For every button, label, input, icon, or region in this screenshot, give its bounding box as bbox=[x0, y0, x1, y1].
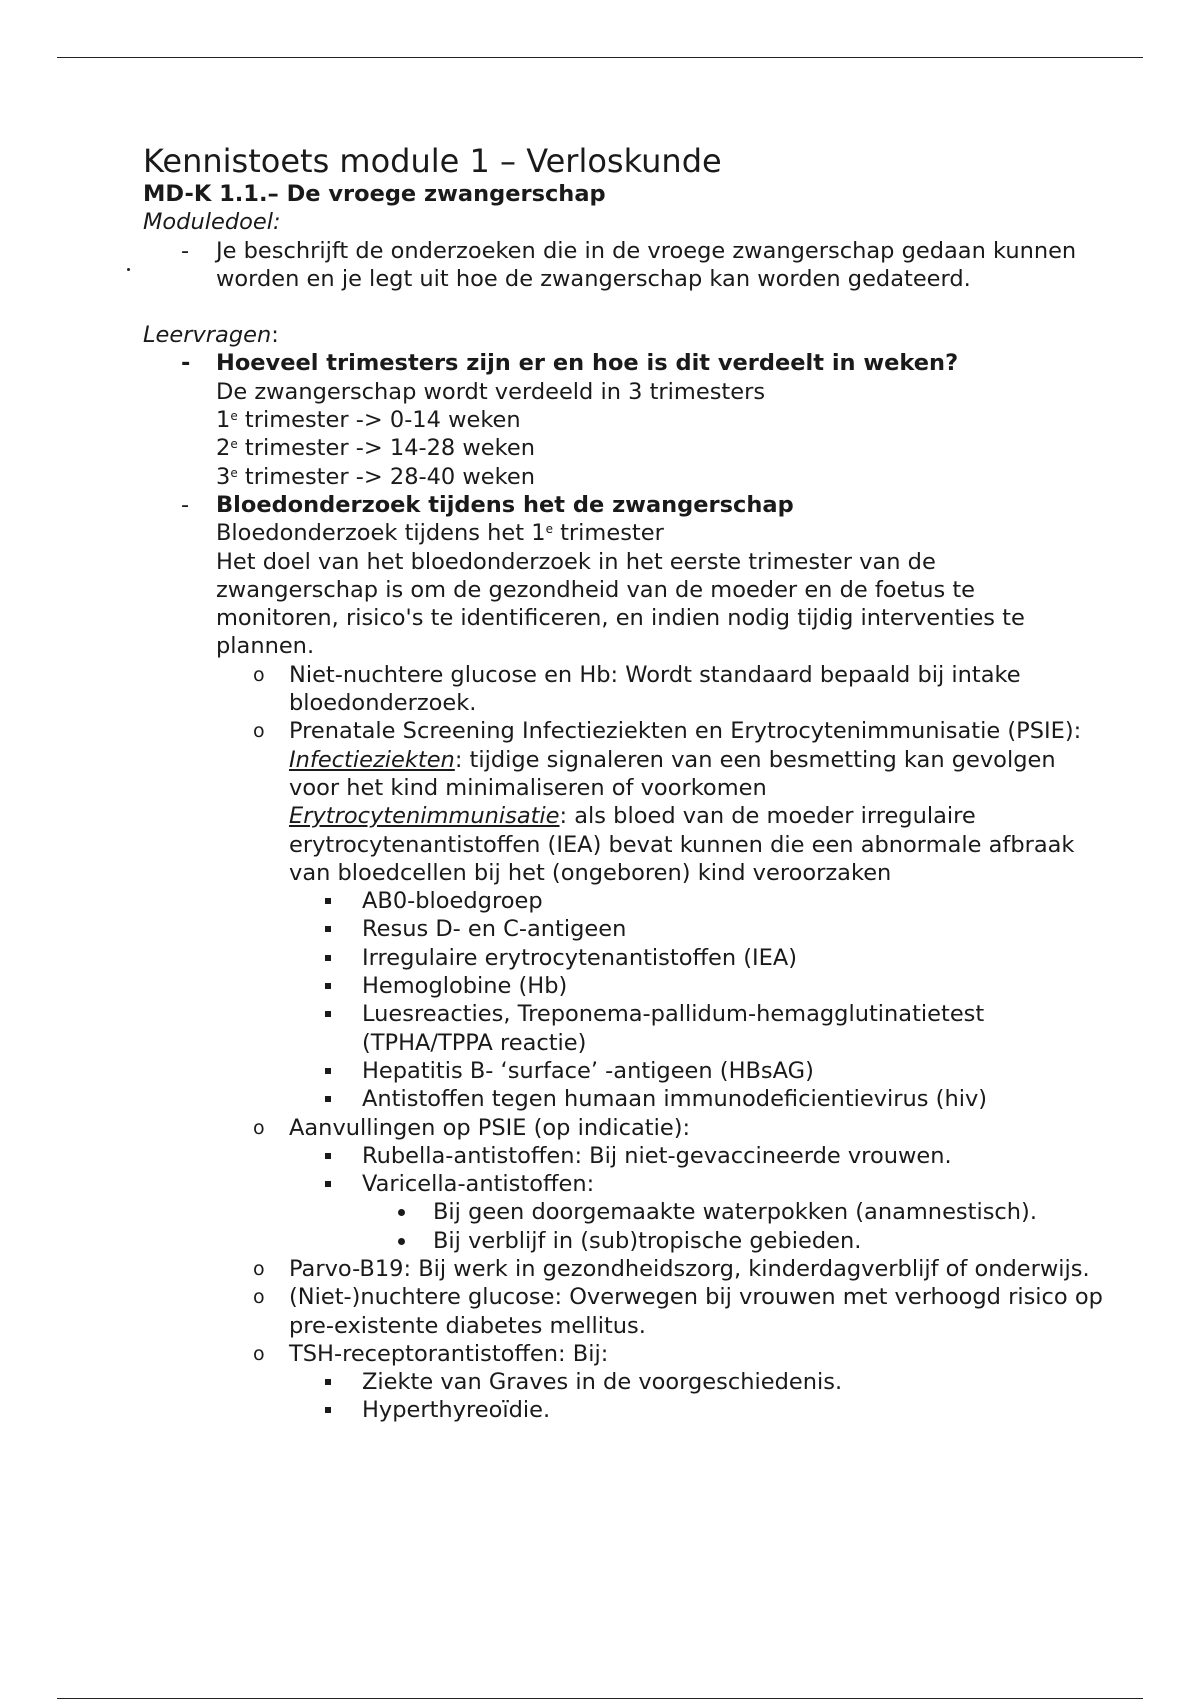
q2-heading: Bloedonderzoek tijdens het de zwangerschap bbox=[216, 491, 794, 518]
item-text: Aanvullingen op PSIE (op indicatie): bbox=[289, 1114, 691, 1141]
stray-dot bbox=[127, 268, 130, 271]
question-trimesters bbox=[143, 349, 1103, 490]
psie-item: Hepatitis B- ‘surface’ -antigeen (HBsAG) bbox=[143, 1057, 1103, 1085]
psie-item: Hemoglobine (Hb) bbox=[143, 972, 1103, 1000]
circle-marker: o bbox=[253, 663, 265, 686]
item-text: Parvo-B19: Bij werk in gezondheidszorg, kinderdagverblijf of onderwijs. bbox=[289, 1255, 1090, 1282]
goal-label: Moduledoel: bbox=[143, 209, 281, 236]
psie-item: Resus D- en C-antigeen bbox=[143, 915, 1103, 943]
round-bullet bbox=[398, 1209, 405, 1216]
erytrocyten-note: Erytrocytenimmunisatie: als bloed van de moeder irregulaire erytrocytenantistoffen (IEA) bevat kunnen die een abnormale afbraak van bloedcellen bij het (ongeboren) kind veroorzaken bbox=[289, 803, 1075, 886]
list-item bbox=[143, 1340, 1103, 1368]
tsh-item: Hyperthyreoïdie. bbox=[143, 1396, 1103, 1424]
list-item bbox=[143, 1114, 1103, 1142]
trimester-1: 1e trimester -> 0-14 weken bbox=[216, 407, 521, 434]
aanvulling-item: Varicella-antistoffen: bbox=[143, 1170, 1103, 1198]
square-bullet bbox=[325, 1153, 331, 1159]
trimester-3: 3e trimester -> 28-40 weken bbox=[216, 463, 535, 490]
list-item bbox=[143, 661, 1103, 718]
tsh-item: Ziekte van Graves in de voorgeschiedenis. bbox=[143, 1368, 1103, 1396]
q2-paragraph: Het doel van het bloedonderzoek in het eerste trimester van de zwangerschap is om de gezondheid van de moeder en de foetus te monitoren, risico's te identificeren, en indien nodig tijdig interventies te plannen. bbox=[216, 548, 1025, 660]
circle-marker: o bbox=[253, 720, 265, 743]
list-item-psie bbox=[143, 717, 1103, 887]
psie-item: Luesreacties, Treponema-pallidum-hemagglutinatietest (TPHA/TPPA reactie) bbox=[143, 1000, 1103, 1057]
questions-label: Leervragen: bbox=[143, 322, 279, 349]
footer-rule bbox=[57, 1698, 1143, 1699]
page-title: Kennistoets module 1 – Verloskunde bbox=[143, 142, 722, 180]
question-blood-tests bbox=[143, 491, 1103, 661]
round-bullet bbox=[398, 1238, 405, 1245]
infectieziekten-note: Infectieziekten: tijdige signaleren van een besmetting kan gevolgen voor het kind minimaliseren of voorkomen bbox=[289, 746, 1056, 801]
list-item bbox=[143, 1283, 1103, 1340]
q1-heading: Hoeveel trimesters zijn er en hoe is dit verdeelt in weken? bbox=[216, 350, 959, 377]
dash-marker: - bbox=[181, 237, 190, 264]
square-bullet bbox=[325, 1407, 331, 1413]
psie-item: Irregulaire erytrocytenantistoffen (IEA) bbox=[143, 944, 1103, 972]
varicella-item: Bij geen doorgemaakte waterpokken (anamnestisch). bbox=[143, 1198, 1103, 1226]
square-bullet bbox=[325, 898, 331, 904]
item-text: Niet-nuchtere glucose en Hb: Wordt standaard bepaald bij intake bloedonderzoek. bbox=[289, 661, 1021, 717]
square-bullet bbox=[325, 926, 331, 932]
circle-marker: o bbox=[253, 1286, 265, 1309]
varicella-item: Bij verblijf in (sub)tropische gebieden. bbox=[143, 1227, 1103, 1255]
aanvulling-item: Rubella-antistoffen: Bij niet-gevaccineerde vrouwen. bbox=[143, 1142, 1103, 1170]
square-bullet bbox=[325, 983, 331, 989]
list-item bbox=[143, 1255, 1103, 1283]
psie-item: AB0-bloedgroep bbox=[143, 887, 1103, 915]
bold-dash-marker: - bbox=[181, 350, 191, 377]
dash-marker: - bbox=[181, 491, 190, 518]
square-bullet bbox=[325, 1068, 331, 1074]
circle-marker: o bbox=[253, 1342, 265, 1365]
q2-subheading: Bloedonderzoek tijdens het 1e trimester bbox=[216, 520, 664, 547]
item-text: TSH-receptorantistoffen: Bij: bbox=[289, 1340, 609, 1367]
item-text: Prenatale Screening Infectieziekten en Erytrocytenimmunisatie (PSIE): bbox=[289, 718, 1082, 745]
header-rule bbox=[57, 57, 1143, 58]
square-bullet bbox=[325, 1011, 331, 1017]
item-text: (Niet-)nuchtere glucose: Overwegen bij vrouwen met verhoogd risico op pre-existente diabetes mellitus. bbox=[289, 1284, 1103, 1339]
trimester-2: 2e trimester -> 14-28 weken bbox=[216, 435, 535, 462]
circle-marker: o bbox=[253, 1116, 265, 1139]
circle-marker: o bbox=[253, 1257, 265, 1280]
psie-item: Antistoffen tegen humaan immunodeficientievirus (hiv) bbox=[143, 1085, 1103, 1113]
square-bullet bbox=[325, 955, 331, 961]
square-bullet bbox=[325, 1181, 331, 1187]
square-bullet bbox=[325, 1096, 331, 1102]
document-body bbox=[143, 142, 1103, 1425]
module-subtitle: MD-K 1.1.– De vroege zwangerschap bbox=[143, 181, 606, 207]
q1-intro: De zwangerschap wordt verdeeld in 3 trimesters bbox=[216, 378, 766, 405]
goal-text: Je beschrijft de onderzoeken die in de vroege zwangerschap gedaan kunnen worden en je legt uit hoe de zwangerschap kan worden gedateerd. bbox=[216, 237, 1077, 292]
square-bullet bbox=[325, 1379, 331, 1385]
goal-item bbox=[143, 237, 1103, 294]
